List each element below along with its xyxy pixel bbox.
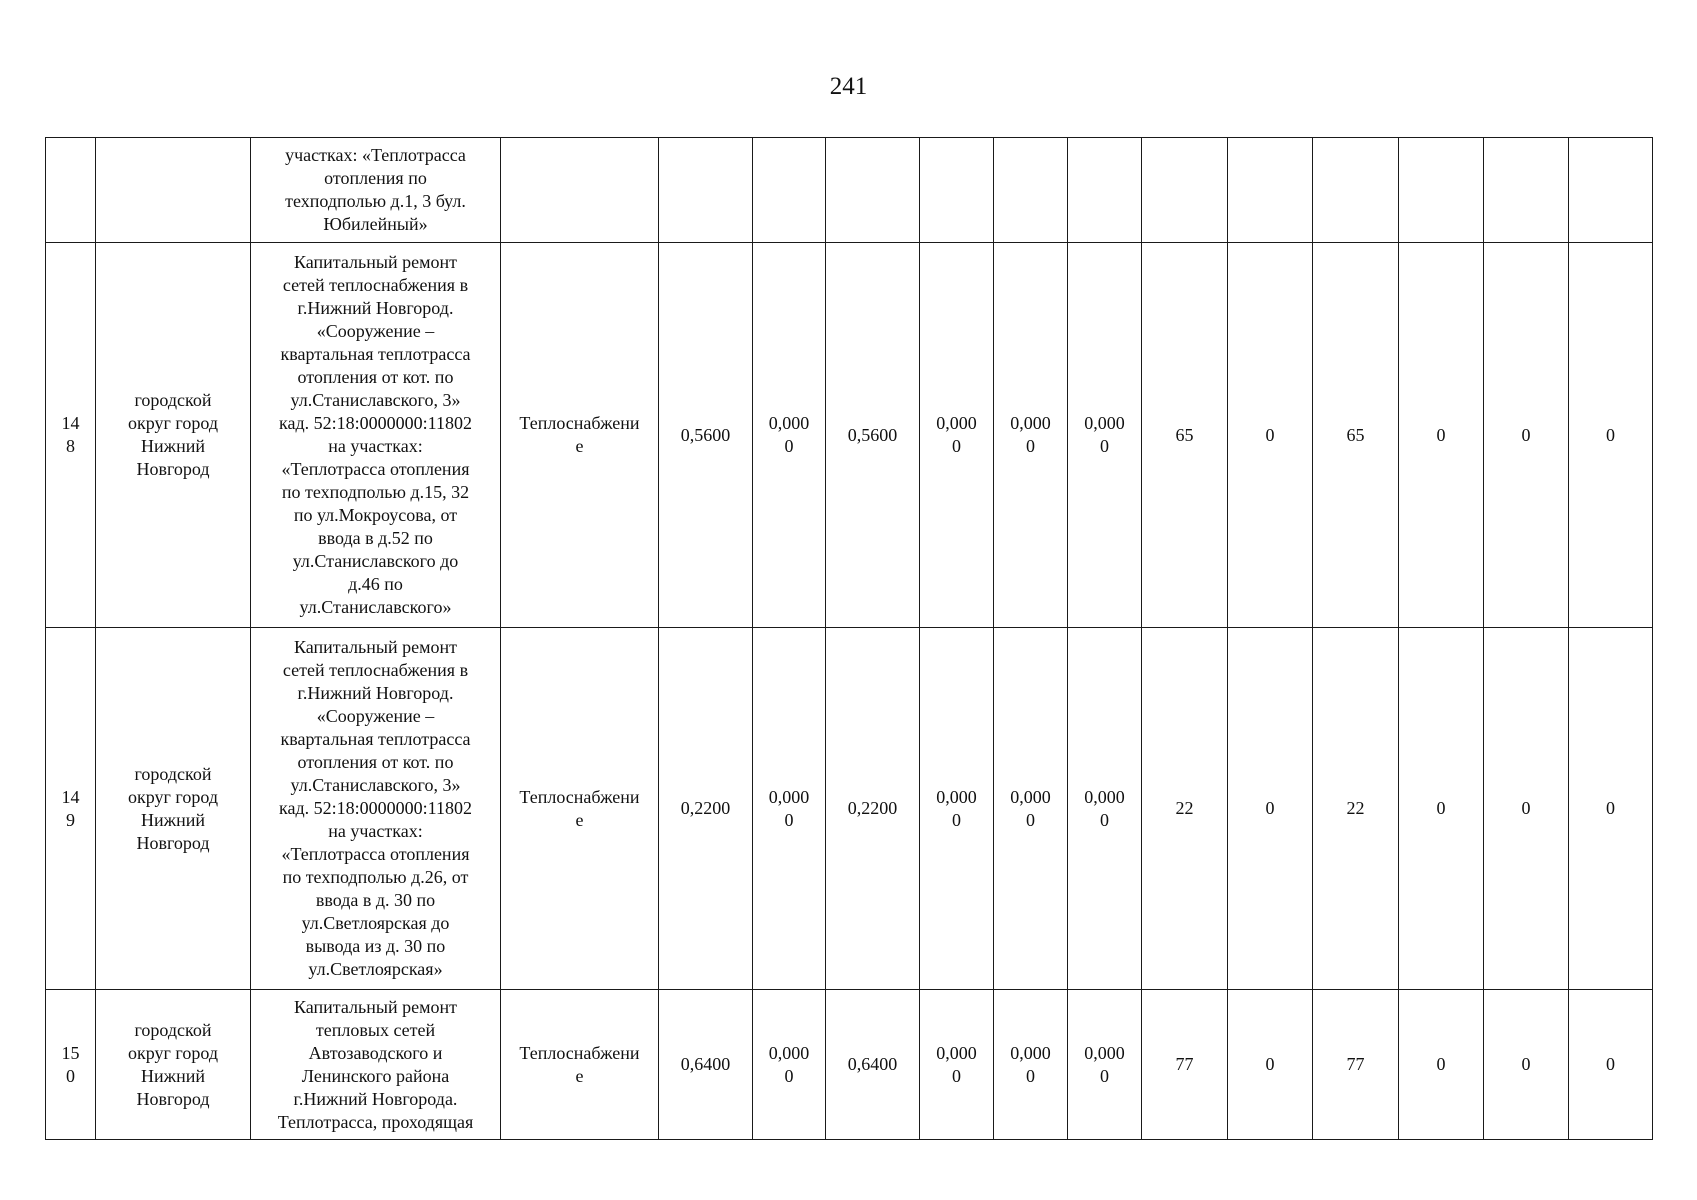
- value-cell: 0,000 0: [994, 628, 1068, 990]
- value-cell: 0,000 0: [994, 243, 1068, 628]
- table-row: [46, 138, 1653, 243]
- row-number: 15 0: [46, 990, 96, 1140]
- value-cell: [1228, 138, 1313, 243]
- value-cell: 0: [1399, 243, 1484, 628]
- value-cell: 0: [1484, 990, 1569, 1140]
- value-cell: [753, 138, 826, 243]
- value-cell: 0: [1569, 628, 1653, 990]
- value-cell: 0: [1228, 990, 1313, 1140]
- description-cell: Капитальный ремонт тепловых сетей Автозаводского и Ленинского района г.Нижний Новгорода. Теплотрасса, проходящая: [251, 990, 501, 1140]
- value-cell: 77: [1142, 990, 1228, 1140]
- value-cell: 0,000 0: [1068, 243, 1142, 628]
- value-cell: 0,000 0: [753, 628, 826, 990]
- value-cell: 0,6400: [659, 990, 753, 1140]
- value-cell: 0,000 0: [1068, 628, 1142, 990]
- value-cell: [1569, 138, 1653, 243]
- value-cell: 0,000 0: [753, 243, 826, 628]
- value-cell: 0,000 0: [920, 628, 994, 990]
- value-cell: 65: [1313, 243, 1399, 628]
- value-cell: 0: [1569, 990, 1653, 1140]
- value-cell: [1399, 138, 1484, 243]
- value-cell: [659, 138, 753, 243]
- row-number: [46, 138, 96, 243]
- value-cell: 0,5600: [826, 243, 920, 628]
- territory-cell: городской округ город Нижний Новгород: [96, 990, 251, 1140]
- value-cell: 0,2200: [826, 628, 920, 990]
- value-cell: 0: [1228, 243, 1313, 628]
- value-cell: 0,2200: [659, 628, 753, 990]
- value-cell: 0: [1228, 628, 1313, 990]
- investment-table: [45, 137, 1653, 1140]
- territory-cell: [96, 138, 251, 243]
- value-cell: 77: [1313, 990, 1399, 1140]
- value-cell: 0: [1484, 243, 1569, 628]
- value-cell: 0,6400: [826, 990, 920, 1140]
- description-cell: участках: «Теплотрасса отопления по техподполью д.1, 3 бул. Юбилейный»: [251, 138, 501, 243]
- value-cell: 22: [1142, 628, 1228, 990]
- table-row: [46, 628, 1653, 990]
- type-cell: Теплоснабжени е: [501, 628, 659, 990]
- territory-cell: городской округ город Нижний Новгород: [96, 243, 251, 628]
- description-cell: Капитальный ремонт сетей теплоснабжения в г.Нижний Новгород. «Сооружение – квартальная теплотрасса отопления от кот. по ул.Станиславского, 3» кад. 52:18:0000000:11802 на участках: «Теплотрасса отопления по техподполью д.15, 32 по ул.Мокроусова, от ввода в д.52 по ул.Станиславского до д.46 по ул.Станиславского»: [251, 243, 501, 628]
- value-cell: 65: [1142, 243, 1228, 628]
- row-number: 14 8: [46, 243, 96, 628]
- table-row: [46, 990, 1653, 1140]
- table-row: [46, 243, 1653, 628]
- value-cell: 0: [1569, 243, 1653, 628]
- value-cell: [920, 138, 994, 243]
- value-cell: [1142, 138, 1228, 243]
- value-cell: 0: [1399, 990, 1484, 1140]
- value-cell: 0,000 0: [1068, 990, 1142, 1140]
- value-cell: [1068, 138, 1142, 243]
- value-cell: 0: [1484, 628, 1569, 990]
- value-cell: [826, 138, 920, 243]
- value-cell: [994, 138, 1068, 243]
- type-cell: [501, 138, 659, 243]
- value-cell: 22: [1313, 628, 1399, 990]
- value-cell: [1484, 138, 1569, 243]
- type-cell: Теплоснабжени е: [501, 990, 659, 1140]
- value-cell: 0,000 0: [920, 243, 994, 628]
- value-cell: 0,5600: [659, 243, 753, 628]
- territory-cell: городской округ город Нижний Новгород: [96, 628, 251, 990]
- type-cell: Теплоснабжени е: [501, 243, 659, 628]
- value-cell: 0,000 0: [753, 990, 826, 1140]
- value-cell: 0,000 0: [920, 990, 994, 1140]
- description-cell: Капитальный ремонт сетей теплоснабжения в г.Нижний Новгород. «Сооружение – квартальная теплотрасса отопления от кот. по ул.Станиславского, 3» кад. 52:18:0000000:11802 на участках: «Теплотрасса отопления по техподполью д.26, от ввода в д. 30 по ул.Светлоярская до вывода из д. 30 по ул.Светлоярская»: [251, 628, 501, 990]
- value-cell: [1313, 138, 1399, 243]
- row-number: 14 9: [46, 628, 96, 990]
- value-cell: 0,000 0: [994, 990, 1068, 1140]
- page-number: 241: [829, 73, 868, 100]
- value-cell: 0: [1399, 628, 1484, 990]
